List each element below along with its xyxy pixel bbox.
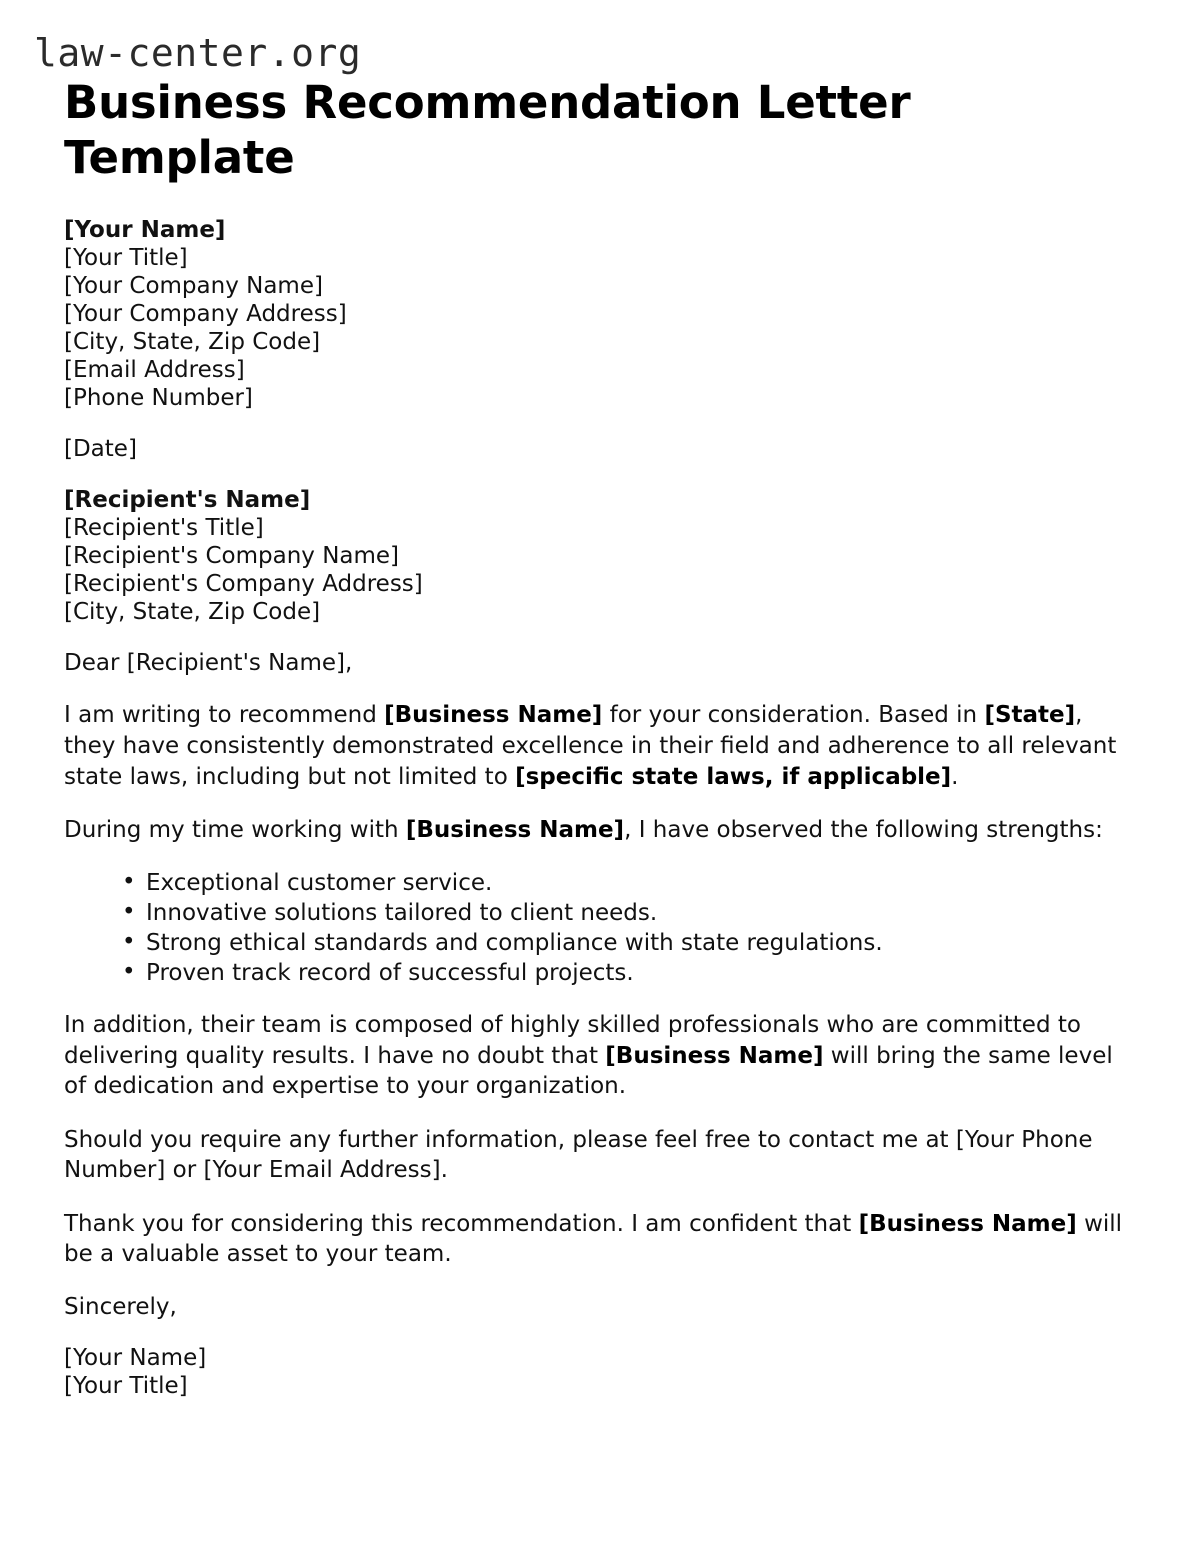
paragraph-closing [64, 1209, 1125, 1270]
closing-text-1: Thank you for considering this recommendation. I am confident that [64, 1210, 859, 1237]
recipient-address-block [64, 486, 1125, 626]
sender-city-state-zip: [City, State, Zip Code] [64, 328, 321, 355]
sender-address-block [64, 216, 1125, 412]
sender-name: [Your Name] [64, 216, 226, 243]
paragraph-team [64, 1010, 1125, 1102]
closing-text-2: will be a valuable asset to your team. [64, 1210, 1123, 1268]
signature-title: [Your Title] [64, 1373, 188, 1400]
recipient-name: [Recipient's Name] [64, 487, 311, 514]
recipient-company-address: [Recipient's Company Address] [64, 571, 423, 598]
team-text-2: will bring the same level of dedication and expertise to your organization. [64, 1042, 1113, 1100]
valediction: Sincerely, [64, 1293, 177, 1320]
signature-block [64, 1344, 1125, 1400]
recipient-company-name: [Recipient's Company Name] [64, 543, 400, 570]
intro-specific-state-laws: [specific state laws, if applicable] [515, 763, 952, 790]
list-item: • Exceptional customer service. [122, 869, 1125, 897]
sender-email: [Email Address] [64, 357, 245, 384]
date-block [64, 435, 1125, 463]
valediction-block [64, 1293, 1125, 1321]
strengths-intro-text-1: During my time working with [64, 817, 406, 844]
paragraph-intro [64, 700, 1125, 792]
recipient-title: [Recipient's Title] [64, 515, 264, 542]
team-business-name: [Business Name] [605, 1042, 824, 1069]
intro-state: [State] [984, 702, 1076, 729]
salutation: Dear [Recipient's Name], [64, 650, 353, 677]
signature-name: [Your Name] [64, 1345, 207, 1372]
sender-company-name: [Your Company Name] [64, 272, 323, 299]
strengths-list [64, 869, 1125, 987]
strengths-intro-business-name: [Business Name] [405, 817, 625, 844]
recipient-city-state-zip: [City, State, Zip Code] [64, 599, 321, 626]
paragraph-contact: Should you require any further information, please feel free to contact me at [Your Phone Number] or [Your Email Address]. [64, 1126, 1093, 1184]
page-title: Business Recommendation Letter Template [64, 76, 911, 184]
list-item: • Innovative solutions tailored to client needs. [122, 899, 1125, 927]
list-item: • Proven track record of successful projects. [122, 959, 1125, 987]
intro-business-name-1: [Business Name] [384, 702, 603, 729]
letter-body [0, 216, 1191, 1400]
site-logo: law-center.org [34, 31, 362, 75]
salutation-block [64, 649, 1125, 677]
list-item: • Strong ethical standards and compliance with state regulations. [122, 929, 1125, 957]
sender-phone: [Phone Number] [64, 385, 253, 412]
intro-text-4: . [951, 763, 959, 790]
sender-title: [Your Title] [64, 244, 188, 271]
strengths-intro-text-2: , I have observed the following strengths: [624, 817, 1103, 844]
paragraph-strengths-intro [64, 815, 1125, 846]
intro-text-2: for your consideration. Based in [602, 702, 985, 729]
intro-text-1: I am writing to recommend [64, 702, 385, 729]
team-text-1: In addition, their team is composed of highly skilled professionals who are committed to delivering quality results. I have no doubt that [64, 1011, 1081, 1069]
intro-text-3: , they have consistently demonstrated excellence in their field and adherence to all relevant state laws, including but not limited to [64, 702, 1117, 790]
letter-date: [Date] [64, 436, 137, 463]
closing-business-name: [Business Name] [858, 1210, 1077, 1237]
sender-company-address: [Your Company Address] [64, 300, 347, 327]
